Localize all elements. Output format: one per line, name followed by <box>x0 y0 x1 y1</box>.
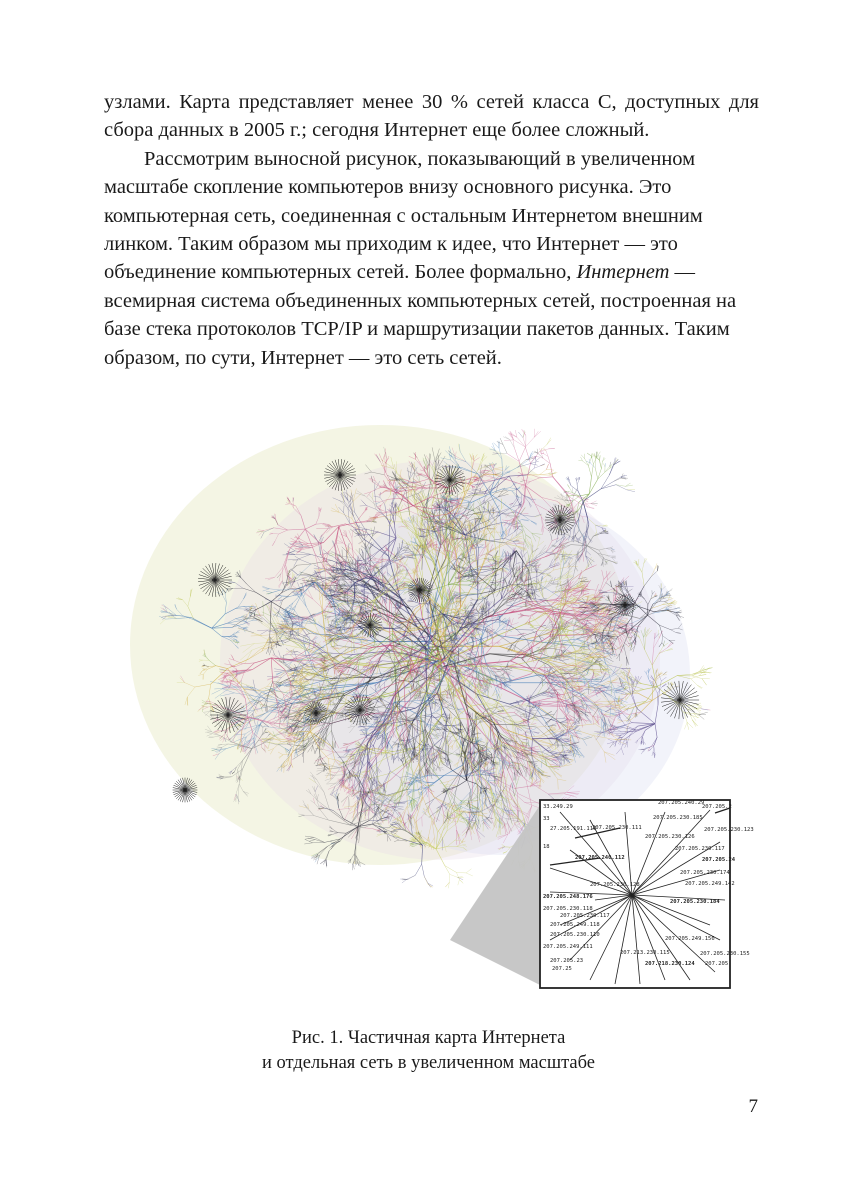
paragraph-text: Рассмотрим выносной рисунок, показывающий в увеличенном масштабе скопление компьютеров внизу основного рисунка. Это компьютерная сеть, соединенная с остальным Интернетом внешним линком. Таким образом мы приходим к идее, что Интернет — это объединение компьютерных сетей. Более формально, <box>104 147 703 284</box>
ip-address-label: 207.205.230.111 <box>592 825 642 831</box>
ip-address-label: 207.218.230.124 <box>645 961 695 967</box>
ip-address-label: 207.205.249.118 <box>550 922 600 928</box>
term-emphasis: Интернет <box>576 261 670 284</box>
ip-address-label: 207.205.230.117 <box>560 913 610 919</box>
internet-map-figure <box>120 380 760 1000</box>
ip-address-label: 207.25 <box>552 966 572 972</box>
ip-address-label: 27.205.191.110 <box>550 826 597 832</box>
ip-address-label: 207.205.230.126 <box>645 834 695 840</box>
ip-address-label: 207.205.249.156 <box>665 936 715 942</box>
ip-address-label: 207.205.230.184 <box>670 899 720 905</box>
ip-address-label: 207.213.230.115 <box>620 950 670 956</box>
ip-address-label: 207.205.230.185 <box>653 815 703 821</box>
page-number: 7 <box>748 1096 758 1117</box>
ip-address-label: 207.205.249.142 <box>685 881 735 887</box>
ip-address-label: 207.205.249.111 <box>543 944 593 950</box>
ip-address-label: 18 <box>543 844 550 850</box>
ip-address-label: 207.205.230.110 <box>550 932 600 938</box>
ip-address-label: 207.205.230.118 <box>543 906 593 912</box>
ip-address-label: 207.205.23 <box>550 958 584 964</box>
caption-line: и отдельная сеть в увеличенном масштабе <box>262 1053 595 1073</box>
ip-address-label: 207.205.230.117 <box>675 846 725 852</box>
ip-address-label: 207.205 <box>705 961 729 967</box>
ip-address-label: 207.205.230.128 <box>590 882 640 888</box>
ip-address-label: 207.205.240.112 <box>575 855 625 861</box>
ip-address-label: 207.205.240.29 <box>658 800 705 806</box>
caption-line: Рис. 1. Частичная карта Интернета <box>291 1028 566 1048</box>
paragraph: узлами. Карта представляет менее 30 % сетей класса C, доступных для сбора данных в 2005 г.; сегодня Интернет еще более сложный. <box>104 91 759 142</box>
ip-address-label: 207.205.230.155 <box>700 951 750 957</box>
ip-address-label: 207.205.24 <box>702 857 736 863</box>
inset-network-zoom <box>540 800 754 988</box>
ip-address-label: 33.249.29 <box>543 804 573 810</box>
paragraph <box>104 145 759 372</box>
ip-address-label: 33 <box>543 816 550 822</box>
ip-address-label: 207.205.2 <box>702 804 732 810</box>
paragraph-text: — всемирная система объединенных компьютерных сетей, построенная на базе стека протоколов TCP/IP и маршрутизации пакетов данных. Таким образом, по сути, Интернет — это сеть сетей. <box>104 261 737 369</box>
figure-caption <box>100 1026 757 1076</box>
ip-address-label: 207.205.230.174 <box>680 870 730 876</box>
ip-address-label: 207.205.230.123 <box>704 827 754 833</box>
body-text <box>104 88 759 372</box>
ip-address-label: 207.205.248.176 <box>543 894 593 900</box>
